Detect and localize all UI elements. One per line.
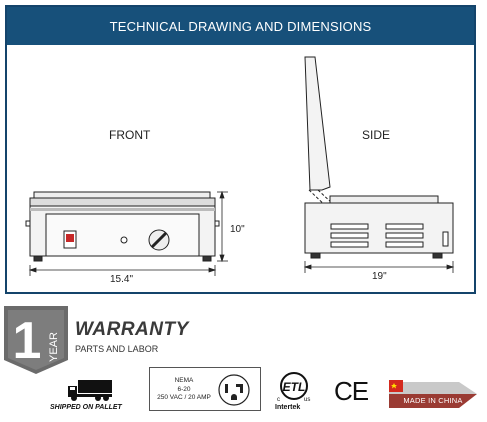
warranty-year-word: YEAR <box>48 332 60 362</box>
side-width-value: 19" <box>372 271 387 282</box>
etl-c-mark: c <box>277 397 280 403</box>
nema-model: 6-20 <box>177 385 191 393</box>
front-height-value: 10" <box>230 224 245 235</box>
section-header: TECHNICAL DRAWING AND DIMENSIONS <box>7 7 474 45</box>
warranty-title: WARRANTY <box>75 319 189 340</box>
warranty-years: 1 <box>12 312 42 370</box>
made-in-china-banner <box>387 376 479 412</box>
side-view-drawing <box>305 57 453 258</box>
truck-icon <box>66 378 114 402</box>
nema-rating: 250 VAC / 20 AMP <box>157 394 211 401</box>
nema-text <box>156 377 212 403</box>
svg-text:ETL: ETL <box>282 380 306 394</box>
made-in-china-label: MADE IN CHINA <box>403 396 463 405</box>
ce-mark: CE <box>334 376 369 406</box>
nema-plug-box <box>149 367 261 411</box>
nema-type: NEMA <box>174 377 194 384</box>
etl-us-mark: us <box>304 397 311 403</box>
nema-outlet-icon <box>217 373 251 407</box>
etl-listed-icon <box>276 371 312 403</box>
front-view-label: FRONT <box>109 128 151 142</box>
power-switch-icon <box>64 231 76 248</box>
intertek-label: Intertek <box>275 404 301 411</box>
warranty-subtitle: PARTS AND LABOR <box>75 344 159 354</box>
side-view-label: SIDE <box>362 128 391 142</box>
shipping-label: SHIPPED ON PALLET <box>50 404 122 411</box>
front-view-drawing <box>26 192 219 261</box>
front-width-value: 15.4" <box>110 274 134 285</box>
thermostat-knob-icon <box>149 230 169 250</box>
indicator-light-icon <box>121 237 127 243</box>
warranty-badge <box>2 304 70 376</box>
